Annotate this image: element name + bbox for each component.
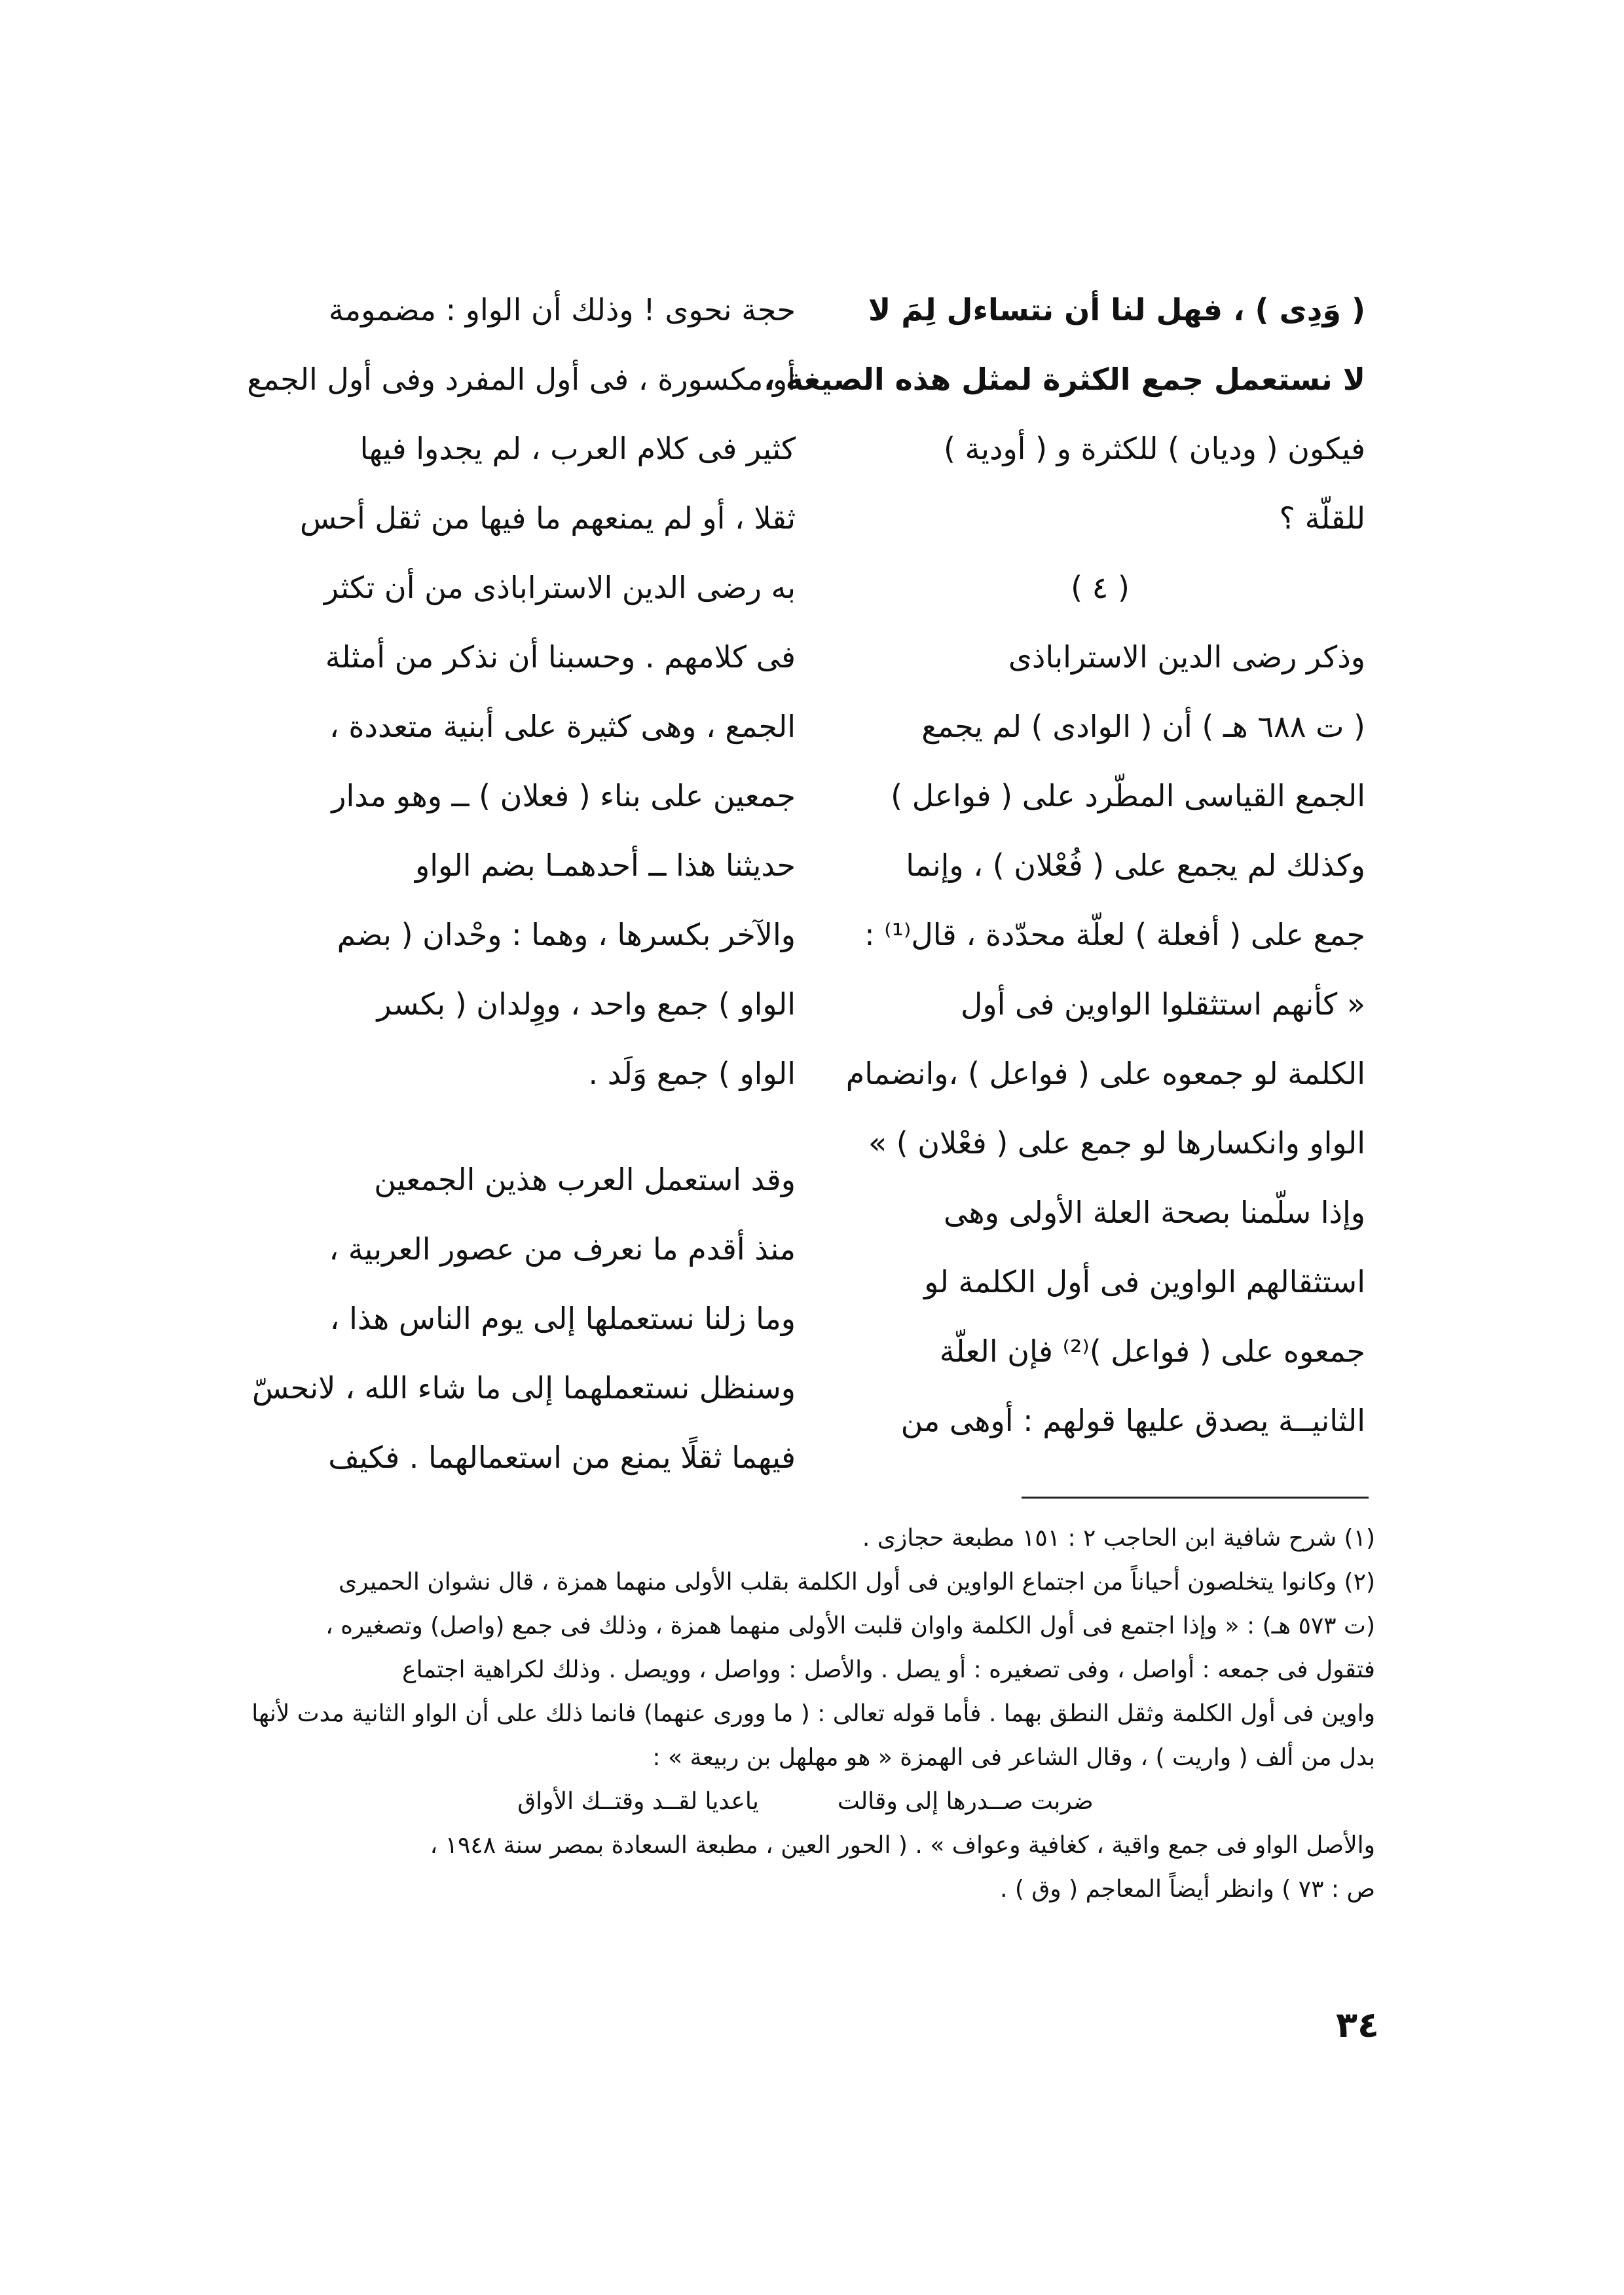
footnote-2-line: بدل من ألف ( واريت ) ، وقال الشاعر فى الهمزة « هو مهلهل بن ربيعة » : [652,1744,1375,1771]
body-line: جمعين على بناء ( فعلان ) ــ وهو مدار [331,778,796,813]
verse-first-hemistich: ضربت صــدرها إلى وقالت [837,1788,1094,1815]
footnote-divider [1022,1497,1369,1499]
section-heading: ( ٤ ) [1071,570,1130,605]
quote-line: الواو وانكسارها لو جمع على ( فعْلان ) » [868,1125,1365,1161]
body-line: الواو ) جمع وَلَد . [588,1056,796,1091]
body-line: للقلّة ؟ [1279,500,1365,536]
body-line: وذكر رضى الدين الاستراباذى [1008,639,1365,675]
body-line: فيكون ( وديان ) للكثرة و ( أودية ) [943,431,1365,466]
body-line: جمعوه على ( فواعل )⁽²⁾ فإن العلّة [939,1334,1365,1369]
right-column [764,275,1365,1455]
body-line: والآخر بكسرها ، وهما : وحْدان ( بضم [337,917,796,952]
body-line: الثانيــة يصدق عليها قولهم : أوهى من [900,1403,1365,1438]
left-column [247,275,796,1492]
body-line: فى كلامهم . وحسبنا أن نذكر من أمثلة [325,639,796,675]
body-line: استثقالهم الواوين فى أول الكلمة لو [924,1264,1365,1299]
footnote-2-line: واوين فى أول الكلمة وثقل النطق بهما . فأما قوله تعالى : ( ما وورى عنهما) فانما ذلك على أن الواو الثانية مدت لأنها [251,1700,1375,1727]
page-number: ٣٤ [1336,2004,1379,2045]
footnote-1: (١) شرح شافية ابن الحاجب ٢ : ١٥١ مطبعة حجازى . [862,1525,1375,1552]
body-line: حجة نحوى ! وذلك أن الواو : مضمومة [328,292,796,327]
body-line: منذ أقدم ما نعرف من عصور العربية ، [329,1231,796,1267]
body-line: لا نستعمل جمع الكثرة لمثل هذه الصيغة ، [764,362,1365,397]
footnote-2-line: (٢) وكانوا يتخلصون أحياناً من اجتماع الواوين فى أول الكلمة بقلب الأولى منهما همزة ، قال نشوان الحميرى [338,1569,1375,1595]
body-line: وكذلك لم يجمع على ( فُعْلان ) ، وإنما [906,848,1365,883]
body-line: الواو ) جمع واحد ، ووِلدان ( بكسر [377,986,796,1022]
body-line: كثير فى كلام العرب ، لم يجدوا فيها [360,431,796,466]
verse-second-hemistich: ياعديا لقــد وقتــك الأواق [517,1788,759,1815]
footnote-2-line: ص : ٧٣ ) وانظر أيضاً المعاجم ( وق ) . [999,1876,1375,1903]
body-line: ثقلا ، أو لم يمنعهم ما فيها من ثقل أحس [299,500,796,536]
footnote-2-line: والأصل الواو فى جمع واقية ، كغافية وعواف » . ( الحور العين ، مطبعة السعادة بمصر سنة ١٩٤٨ ، [430,1832,1375,1859]
body-line: وما زلنا نستعملها إلى يوم الناس هذا ، [329,1301,796,1336]
body-line: ( ت ٦٨٨ هـ ) أن ( الوادى ) لم يجمع [921,709,1365,744]
footnote-2-line: فتقول فى جمعه : أواصل ، وفى تصغيره : أو يصل . والأصل : وواصل ، وويصل . وذلك لكراهية اجتماع [402,1656,1375,1683]
body-line: حديثنا هذا ــ أحدهمـا بضم الواو [415,848,796,883]
body-line: الجمع القياسى المطّرد على ( فواعل ) [891,778,1365,813]
quote-line: الكلمة لو جمعوه على ( فواعل ) ،وانضمام [845,1056,1365,1091]
body-line: الجمع ، وهى كثيرة على أبنية متعددة ، [329,709,796,744]
body-line: به رضى الدين الاستراباذى من أن تكثر [323,570,796,605]
quote-line: « كأنهم استثقلوا الواوين فى أول [960,986,1365,1022]
body-line: جمع على ( أفعلة ) لعلّة محدّدة ، قال⁽¹⁾ : [864,917,1365,952]
footnote-2-line: (ت ٥٧٣ هـ) : « وإذا اجتمع فى أول الكلمة واوان قلبت الأولى منهما همزة ، وذلك فى جمع (واصل) وتصغيره ، [325,1613,1375,1639]
body-line: وإذا سلّمنا بصحة العلة الأولى وهى [944,1195,1365,1230]
footnotes [236,1516,1375,1911]
body-line: فيهما ثقلًا يمنع من استعمالهما . فكيف [328,1440,796,1475]
body-line: ( وَدِى ) ، فهل لنا أن نتساءل لِمَ لا [868,292,1365,327]
body-line: وسنظل نستعملهما إلى ما شاء الله ، لانحسّ [252,1370,796,1406]
body-line: وقد استعمل العرب هذين الجمعين [374,1162,796,1197]
body-line: أو مكسورة ، فى أول المفرد وفى أول الجمع [247,362,796,397]
poetry-verse [236,1780,1375,1823]
